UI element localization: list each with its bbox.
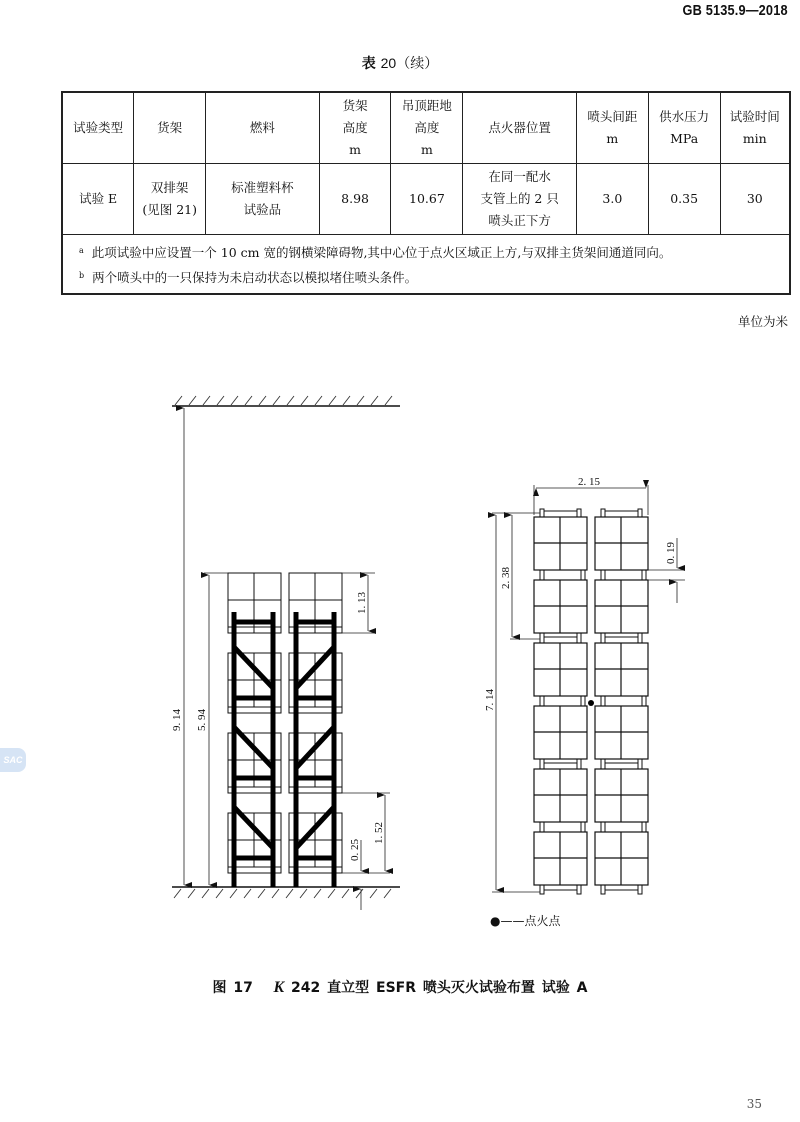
- dim-overall-length: 7. 14: [484, 689, 496, 711]
- cell-test-duration: 30: [720, 164, 790, 235]
- col-header-fuel: 燃料: [206, 92, 320, 164]
- cell-fuel: 标准塑料杯 试验品: [206, 164, 320, 235]
- sac-watermark-logo: SAC: [0, 748, 26, 772]
- plan-view: [484, 476, 685, 894]
- figure-caption-text: 242 直立型 ESFR 喷头灭火试验布置 试验 A: [291, 980, 588, 996]
- cell-ceiling-height: 10.67: [391, 164, 463, 235]
- col-header-test-duration: 试验时间 min: [720, 92, 790, 164]
- plan-dimension-lines: [492, 485, 685, 892]
- plan-legend: [490, 912, 561, 929]
- ceiling-hatch: [175, 396, 392, 405]
- footnote-a: $^a$ 此项试验中应设置一个 10 cm 宽的钢横梁障碍物,其中心位于点火区域正上方,与双排主货架间通道同向。: [79, 245, 672, 260]
- cell-rack-height: 8.98: [319, 164, 391, 235]
- cell-test-type: 试验 E: [62, 164, 134, 235]
- col-header-rack-height: 货架 高度 m: [319, 92, 391, 164]
- table-title-number: 20: [380, 55, 397, 71]
- dim-overall-width: 2. 15: [578, 476, 600, 488]
- dim-tier-spacing: 1. 52: [373, 822, 385, 844]
- dim-bottom-clearance: 0. 25: [349, 839, 361, 861]
- col-header-test-type: 试验类型: [62, 92, 134, 164]
- table-title-prefix: 表: [361, 56, 376, 72]
- col-header-igniter-position: 点火器位置: [463, 92, 577, 164]
- table-title-suffix: （续）: [396, 55, 439, 71]
- unit-note: 单位为米: [737, 314, 788, 329]
- dim-top-load-height: 1. 13: [356, 592, 368, 614]
- cell-igniter-position: 在同一配水 支管上的 2 只 喷头正下方: [463, 164, 577, 235]
- col-header-water-pressure: 供水压力 MPa: [648, 92, 720, 164]
- col-header-ceiling-height: 吊顶距地 高度 m: [391, 92, 463, 164]
- figure-label: 图 17: [212, 980, 253, 996]
- col-header-sprinkler-spacing: 喷头间距 m: [576, 92, 648, 164]
- elevation-dimension-lines: [184, 408, 390, 910]
- footnote-b: $^b$ 两个喷头中的一只保持为未启动状态以模拟堵住喷头条件。: [79, 270, 418, 285]
- elevation-view: [171, 396, 400, 910]
- col-header-rack: 货架: [134, 92, 206, 164]
- page-number: 35: [746, 1097, 762, 1111]
- ignition-point-legend-icon: ●: [490, 914, 501, 928]
- load-boxes: [228, 573, 342, 873]
- k-factor-symbol: K: [273, 979, 285, 996]
- dim-rack-height: 5. 94: [196, 709, 208, 731]
- figure-caption: [0, 977, 800, 997]
- standard-number: GB 5135.9—2018: [682, 2, 788, 19]
- floor-hatch: [174, 889, 391, 898]
- cell-sprinkler-spacing: 3.0: [576, 164, 648, 235]
- dim-flue-gap: 0. 19: [665, 542, 677, 564]
- ignition-point-legend-label: ——点火点: [500, 914, 561, 928]
- ignition-point-marker: [588, 700, 594, 706]
- cell-water-pressure: 0.35: [648, 164, 720, 235]
- dim-ceiling-height: 9. 14: [171, 709, 183, 731]
- cell-rack: 双排架 (见图 21): [134, 164, 206, 235]
- dim-bay-length: 2. 38: [500, 567, 512, 589]
